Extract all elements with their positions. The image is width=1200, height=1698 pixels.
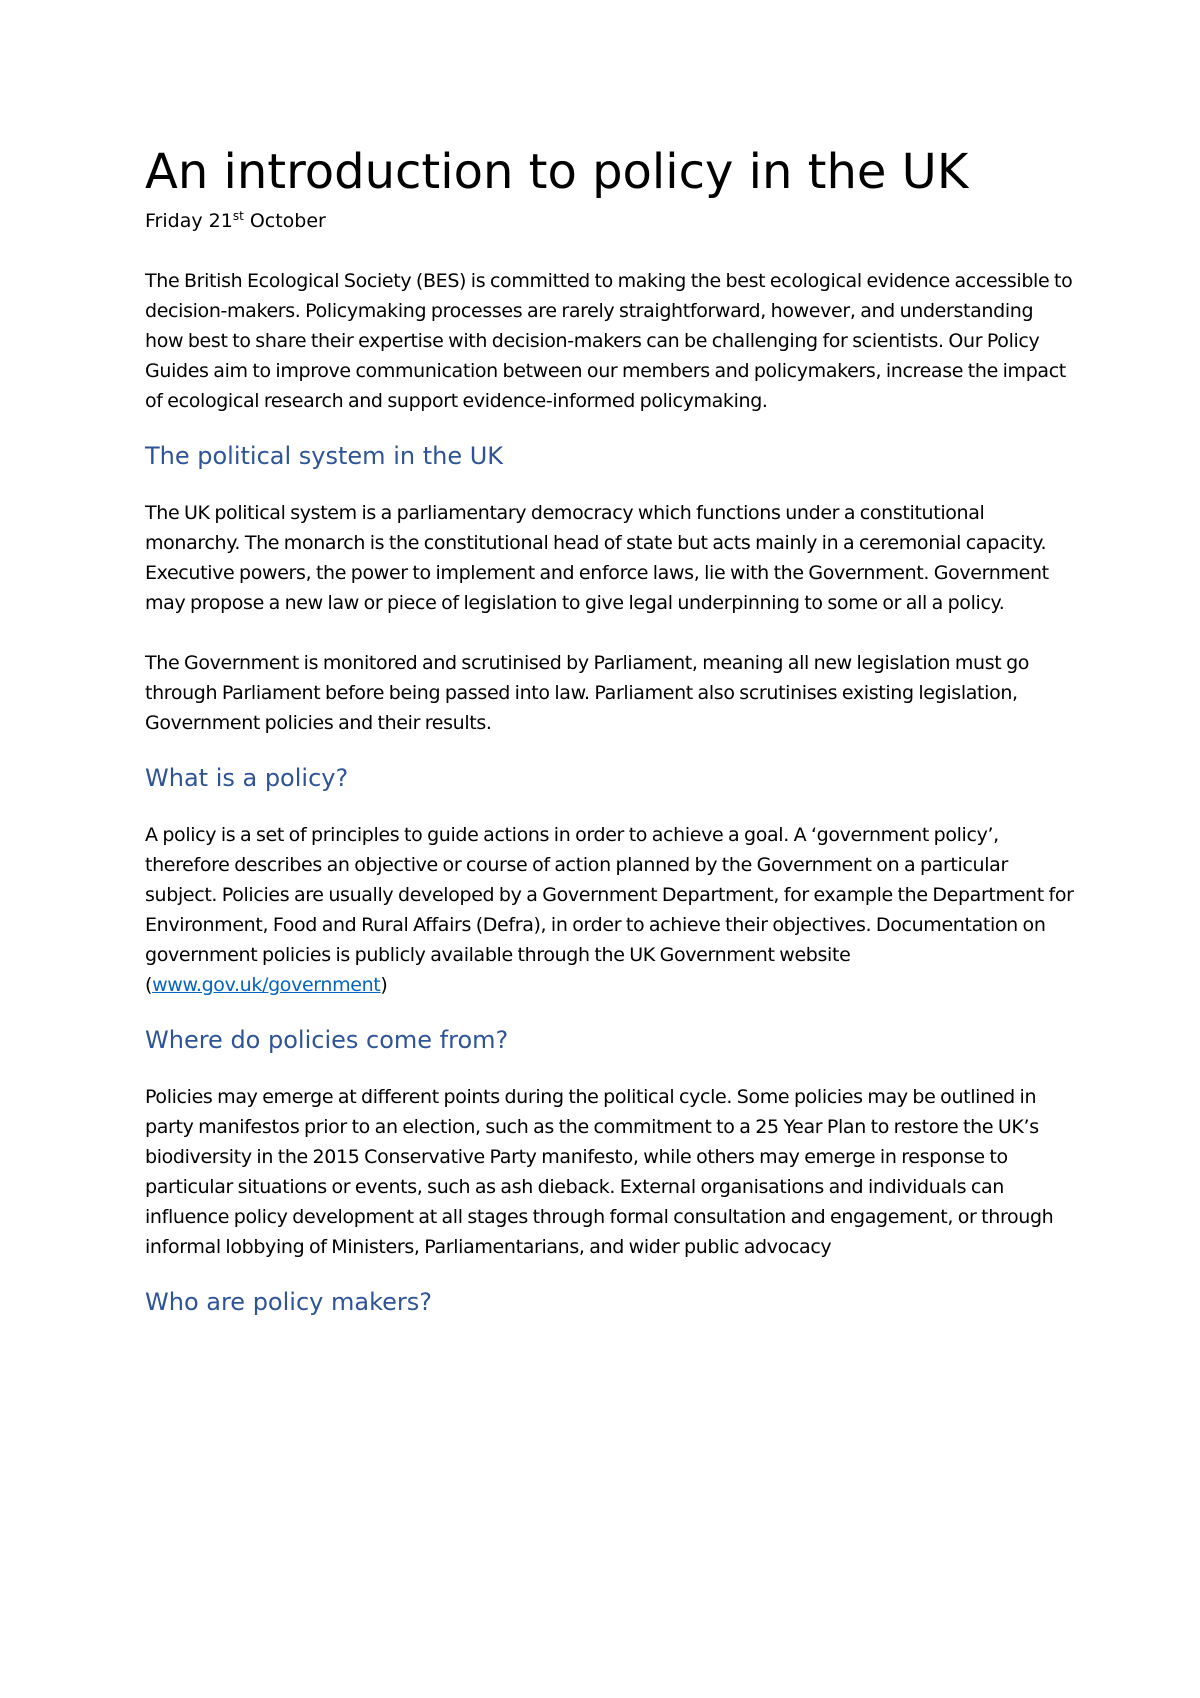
- what-is-policy-text: A policy is a set of principles to guide actions in order to achieve a goal. A ‘government policy’, therefore describes an objective or course of action planned by the Government on a particular subject. Policies are usually developed by a Government Department, for example the Department for Environment, Food and Rural Affairs (Defra), in order to achieve their objectives. Documentation on government policies is publicly available through the UK Government website (: [145, 824, 1074, 996]
- where-from-paragraph: Policies may emerge at different points during the political cycle. Some policies may be outlined in party manifestos prior to an election, such as the commitment to a 25 Year Plan to restore the UK’s biodiversity in the 2015 Conservative Party manifesto, while others may emerge in response to particular situations or events, such as ash dieback. External organisations and individuals can influence policy development at all stages through formal consultation and engagement, or through informal lobbying of Ministers, Parliamentarians, and wider public advocacy: [145, 1086, 1054, 1258]
- heading-political-system: The political system in the UK: [145, 442, 504, 470]
- heading-who-makers: Who are policy makers?: [145, 1288, 432, 1316]
- heading-what-is-policy: What is a policy?: [145, 764, 349, 792]
- date-prefix: Friday 21: [145, 210, 233, 232]
- document-page: [145, 140, 1075, 1318]
- what-is-policy-paragraph: [145, 820, 1075, 1000]
- date-ordinal-suffix: st: [232, 209, 244, 223]
- date-month: October: [243, 210, 326, 232]
- document-title: An introduction to policy in the UK: [145, 144, 969, 200]
- gov-uk-link[interactable]: www.gov.uk/government: [152, 974, 381, 996]
- document-date: [145, 206, 1075, 236]
- what-is-policy-close: ): [380, 974, 388, 996]
- political-system-paragraph-1: The UK political system is a parliamentary democracy which functions under a constitutional monarchy. The monarch is the constitutional head of state but acts mainly in a ceremonial capacity. Executive powers, the power to implement and enforce laws, lie with the Government. Government may propose a new law or piece of legislation to give legal underpinning to some or all a policy.: [145, 502, 1049, 614]
- political-system-paragraph-2: The Government is monitored and scrutinised by Parliament, meaning all new legislation must go through Parliament before being passed into law. Parliament also scrutinises existing legislation, Government policies and their results.: [145, 652, 1030, 734]
- heading-where-from: Where do policies come from?: [145, 1026, 509, 1054]
- intro-paragraph: The British Ecological Society (BES) is committed to making the best ecological evidence accessible to decision-makers. Policymaking processes are rarely straightforward, however, and understanding how best to share their expertise with decision-makers can be challenging for scientists. Our Policy Guides aim to improve communication between our members and policymakers, increase the impact of ecological research and support evidence-informed policymaking.: [145, 270, 1073, 412]
